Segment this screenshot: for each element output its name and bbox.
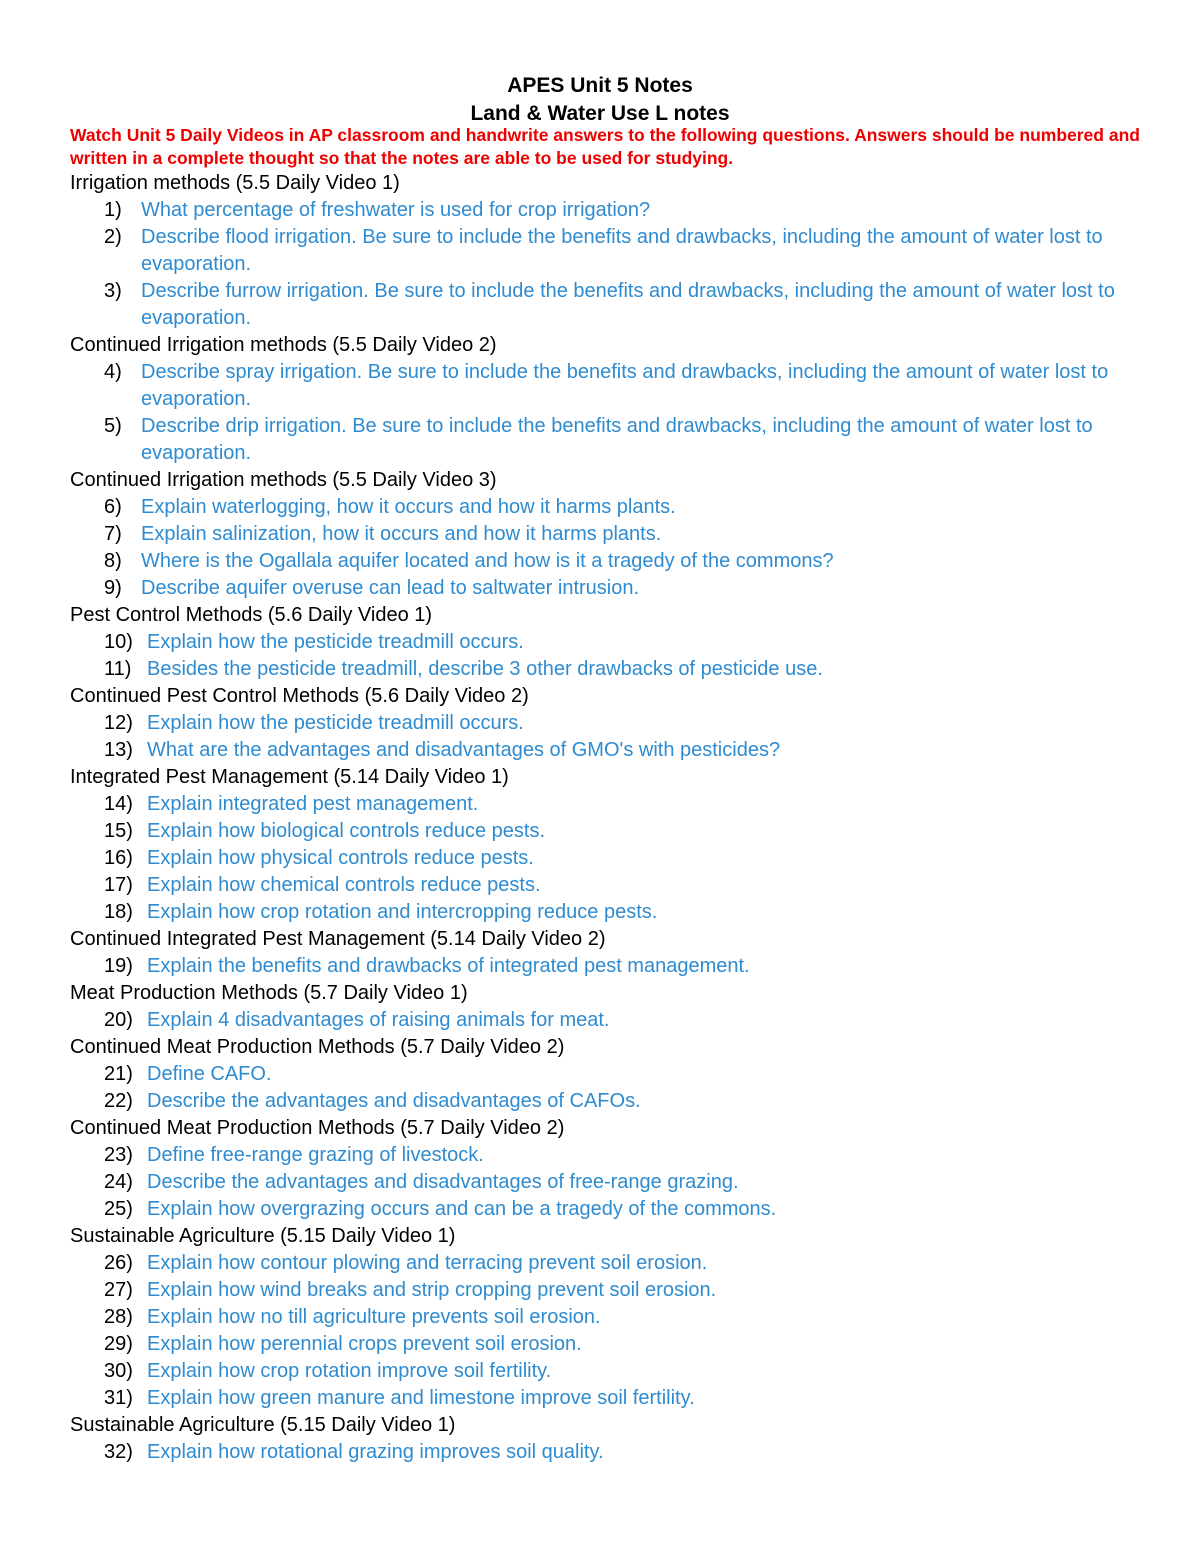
- question-item: [70, 899, 1147, 926]
- instructions-text: Watch Unit 5 Daily Videos in AP classroom and handwrite answers to the following questions. Answers should be numbered and written in a complete thought so that the notes are able to be used for studying.: [70, 125, 1140, 168]
- question-number: 11): [104, 658, 132, 680]
- question-text: Explain the benefits and drawbacks of integrated pest management.: [147, 955, 750, 977]
- question-text: Describe drip irrigation. Be sure to include the benefits and drawbacks, including the amount of water lost to evaporation.: [141, 415, 1093, 464]
- question-number: 26): [104, 1252, 133, 1274]
- question-number: 27): [104, 1279, 133, 1301]
- question-item: [70, 521, 1141, 548]
- question-item: [70, 1196, 1147, 1223]
- question-number: 29): [104, 1333, 133, 1355]
- question-number: 18): [104, 901, 133, 923]
- question-item: [70, 494, 1141, 521]
- question-item: [70, 629, 1147, 656]
- question-text: Describe flood irrigation. Be sure to include the benefits and drawbacks, including the amount of water lost to evaporation.: [141, 226, 1103, 275]
- question-item: [70, 359, 1141, 413]
- question-text: Explain how chemical controls reduce pests.: [147, 874, 541, 896]
- question-text: Describe spray irrigation. Be sure to include the benefits and drawbacks, including the amount of water lost to evaporation.: [141, 361, 1109, 410]
- question-item: [70, 1007, 1147, 1034]
- section-heading: Continued Irrigation methods (5.5 Daily Video 2): [70, 334, 497, 356]
- question-text: Explain waterlogging, how it occurs and how it harms plants.: [141, 496, 676, 518]
- question-text: Describe furrow irrigation. Be sure to include the benefits and drawbacks, including the amount of water lost to evaporation.: [141, 280, 1115, 329]
- question-item: [70, 845, 1147, 872]
- document-title: APES Unit 5 Notes: [507, 74, 693, 97]
- question-item: [70, 224, 1141, 278]
- question-item: [70, 1385, 1147, 1412]
- section-heading: Continued Irrigation methods (5.5 Daily Video 3): [70, 469, 497, 491]
- question-text: Explain how crop rotation and intercropping reduce pests.: [147, 901, 658, 923]
- question-number: 15): [104, 820, 133, 842]
- question-item: [70, 1358, 1147, 1385]
- question-number: 17): [104, 874, 133, 896]
- question-number: 1): [104, 199, 122, 221]
- question-number: 4): [104, 361, 122, 383]
- section-heading: Continued Integrated Pest Management (5.14 Daily Video 2): [70, 928, 606, 950]
- section-heading: Continued Pest Control Methods (5.6 Daily Video 2): [70, 685, 529, 707]
- question-item: [70, 197, 1141, 224]
- question-item: [70, 278, 1141, 332]
- question-item: [70, 818, 1147, 845]
- question-number: 24): [104, 1171, 133, 1193]
- question-number: 28): [104, 1306, 133, 1328]
- question-number: 20): [104, 1009, 133, 1031]
- question-item: [70, 872, 1147, 899]
- question-text: What percentage of freshwater is used for crop irrigation?: [141, 199, 651, 221]
- question-item: [70, 1439, 1147, 1466]
- question-number: 10): [104, 631, 133, 653]
- question-text: Explain integrated pest management.: [147, 793, 479, 815]
- question-number: 25): [104, 1198, 133, 1220]
- question-item: [70, 710, 1147, 737]
- question-text: Explain how crop rotation improve soil fertility.: [147, 1360, 552, 1382]
- question-text: Where is the Ogallala aquifer located and how is it a tragedy of the commons?: [141, 550, 834, 572]
- question-number: 7): [104, 523, 122, 545]
- question-text: Explain how no till agriculture prevents soil erosion.: [147, 1306, 601, 1328]
- question-text: Besides the pesticide treadmill, describe 3 other drawbacks of pesticide use.: [147, 658, 823, 680]
- question-number: 23): [104, 1144, 133, 1166]
- question-number: 6): [104, 496, 122, 518]
- section-heading: Continued Meat Production Methods (5.7 Daily Video 2): [70, 1117, 565, 1139]
- question-number: 21): [104, 1063, 133, 1085]
- question-text: Explain how the pesticide treadmill occurs.: [147, 712, 524, 734]
- question-number: 22): [104, 1090, 133, 1112]
- question-number: 14): [104, 793, 133, 815]
- question-text: Explain how physical controls reduce pests.: [147, 847, 534, 869]
- question-text: Define CAFO.: [147, 1063, 272, 1085]
- question-item: [70, 1277, 1147, 1304]
- question-number: 12): [104, 712, 133, 734]
- question-number: 8): [104, 550, 122, 572]
- question-number: 32): [104, 1441, 133, 1463]
- section-heading: Integrated Pest Management (5.14 Daily Video 1): [70, 766, 509, 788]
- section-heading: Meat Production Methods (5.7 Daily Video 1): [70, 982, 468, 1004]
- section-heading: Pest Control Methods (5.6 Daily Video 1): [70, 604, 433, 626]
- question-item: [70, 1169, 1147, 1196]
- question-number: 5): [104, 415, 122, 437]
- question-number: 9): [104, 577, 122, 599]
- question-text: Explain how green manure and limestone improve soil fertility.: [147, 1387, 695, 1409]
- question-item: [70, 1250, 1147, 1277]
- question-number: 19): [104, 955, 133, 977]
- question-text: Explain how contour plowing and terracing prevent soil erosion.: [147, 1252, 708, 1274]
- question-item: [70, 1304, 1147, 1331]
- document-subtitle: Land & Water Use L notes: [470, 102, 730, 125]
- question-number: 16): [104, 847, 133, 869]
- question-text: Describe aquifer overuse can lead to saltwater intrusion.: [141, 577, 640, 599]
- question-item: [70, 575, 1141, 602]
- question-item: [70, 1142, 1147, 1169]
- question-text: Explain how biological controls reduce pests.: [147, 820, 545, 842]
- question-text: Define free-range grazing of livestock.: [147, 1144, 484, 1166]
- question-item: [70, 656, 1147, 683]
- question-number: 30): [104, 1360, 133, 1382]
- question-text: Explain salinization, how it occurs and how it harms plants.: [141, 523, 662, 545]
- question-number: 31): [104, 1387, 133, 1409]
- question-text: Explain how perennial crops prevent soil erosion.: [147, 1333, 582, 1355]
- question-number: 13): [104, 739, 133, 761]
- question-text: Explain how the pesticide treadmill occurs.: [147, 631, 524, 653]
- question-number: 3): [104, 280, 122, 302]
- question-number: 2): [104, 226, 122, 248]
- question-item: [70, 791, 1147, 818]
- question-text: Explain how rotational grazing improves soil quality.: [147, 1441, 604, 1463]
- section-heading: Sustainable Agriculture (5.15 Daily Video 1): [70, 1225, 456, 1247]
- question-text: Describe the advantages and disadvantages of free-range grazing.: [147, 1171, 739, 1193]
- question-text: Explain how wind breaks and strip cropping prevent soil erosion.: [147, 1279, 717, 1301]
- question-text: Explain how overgrazing occurs and can be a tragedy of the commons.: [147, 1198, 777, 1220]
- question-item: [70, 1331, 1147, 1358]
- question-item: [70, 413, 1141, 467]
- section-heading: Irrigation methods (5.5 Daily Video 1): [70, 172, 400, 194]
- question-item: [70, 737, 1147, 764]
- question-list: [70, 170, 1150, 1466]
- question-text: Describe the advantages and disadvantages of CAFOs.: [147, 1090, 641, 1112]
- question-text: What are the advantages and disadvantages of GMO's with pesticides?: [147, 739, 781, 761]
- question-item: [70, 548, 1141, 575]
- question-item: [70, 953, 1147, 980]
- section-heading: Continued Meat Production Methods (5.7 Daily Video 2): [70, 1036, 565, 1058]
- question-item: [70, 1061, 1147, 1088]
- section-heading: Sustainable Agriculture (5.15 Daily Video 1): [70, 1414, 456, 1436]
- question-item: [70, 1088, 1147, 1115]
- question-text: Explain 4 disadvantages of raising animals for meat.: [147, 1009, 610, 1031]
